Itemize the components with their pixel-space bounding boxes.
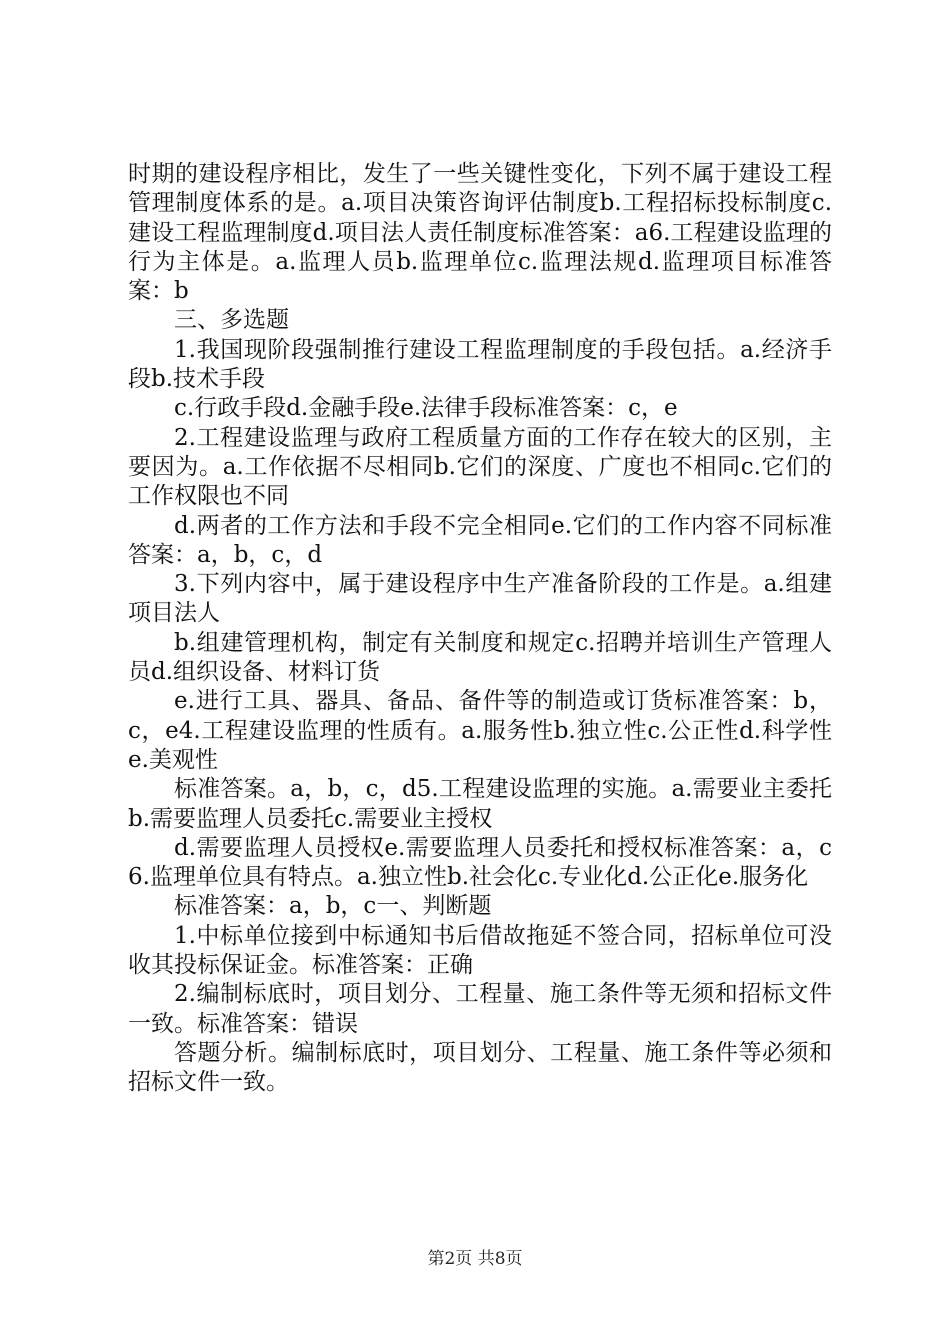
paragraph: 时期的建设程序相比，发生了一些关键性变化，下列不属于建设工程管理制度体系的是。a.项目决策咨询评估制度b.工程招标投标制度c.建设工程监理制度d.项目法人责任制度标准答案：a6.工程建设监理的行为主体是。a.监理人员b.监理单位c.监理法规d.监理项目标准答案：b xyxy=(128,161,832,305)
paragraph: d.需要监理人员授权e.需要监理人员委托和授权标准答案：a，c6.监理单位具有特点。a.独立性b.社会化c.专业化d.公正化e.服务化 xyxy=(128,834,832,891)
paragraph: d.两者的工作方法和手段不完全相同e.它们的工作内容不同标准答案：a，b，c，d xyxy=(128,512,832,568)
paragraph: 标准答案：a，b，c一、判断题 xyxy=(174,893,492,920)
section-heading-multiple-choice: 三、多选题 xyxy=(174,307,289,334)
paragraph: b.组建管理机构，制定有关制度和规定c.招聘并培训生产管理人员d.组织设备、材料订货 xyxy=(128,629,832,686)
document-body xyxy=(128,160,832,1098)
page-number-label: 第2页 共8页 xyxy=(427,1249,523,1269)
page-footer xyxy=(0,1244,950,1269)
paragraph: 1.中标单位接到中标通知书后借故拖延不签合同，招标单位可没收其投标保证金。标准答案：正确 xyxy=(128,922,832,979)
paragraph: 2.工程建设监理与政府工程质量方面的工作存在较大的区别，主要因为。a.工作依据不尽相同b.它们的深度、广度也不相同c.它们的工作权限也不同 xyxy=(128,424,832,510)
paragraph: c.行政手段d.金融手段e.法律手段标准答案：c，e xyxy=(174,395,678,422)
paragraph: 1.我国现阶段强制推行建设工程监理制度的手段包括。a.经济手段b.技术手段 xyxy=(128,336,832,393)
paragraph: 标准答案。a，b，c，d5.工程建设监理的实施。a.需要业主委托b.需要监理人员委托c.需要业主授权 xyxy=(128,776,832,832)
paragraph: e.进行工具、器具、备品、备件等的制造或订货标准答案：b，c，e4.工程建设监理的性质有。a.服务性b.独立性c.公正性d.科学性e.美观性 xyxy=(128,688,832,773)
paragraph: 2.编制标底时，项目划分、工程量、施工条件等无须和招标文件一致。标准答案：错误 xyxy=(128,981,832,1037)
paragraph: 3.下列内容中，属于建设程序中生产准备阶段的工作是。a.组建项目法人 xyxy=(128,571,832,627)
paragraph: 答题分析。编制标底时，项目划分、工程量、施工条件等必须和招标文件一致。 xyxy=(128,1039,832,1096)
